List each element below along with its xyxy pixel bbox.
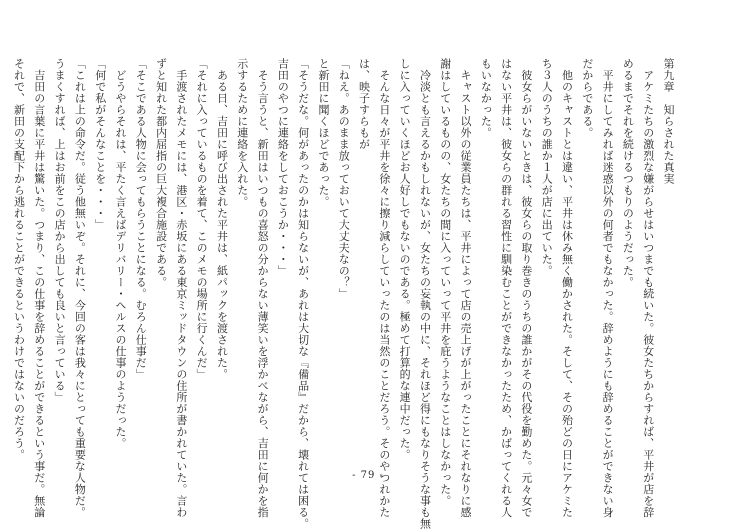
body-line: 吉田のやつに連絡をしておこうか・・・」	[276, 58, 290, 277]
page-number: - 79 -	[352, 470, 384, 481]
body-line: ある日、吉田に呼び出された平井は、紙パックを渡された。	[215, 58, 229, 380]
body-line: 手渡されたメモには、港区・赤坂にある東京ミッドタウンの住所が書かれていた。言わ	[174, 58, 188, 518]
body-line: ち３人のうちの誰か１人が店に出ていた。	[540, 58, 554, 277]
body-line: それで、新田の支配下から逃れることができるというわけではないのだろう。	[12, 58, 26, 461]
body-line: そんな日々が平井を徐々に擦り減らしていったのは当然のことだろう。そのやつれかた	[377, 58, 391, 518]
body-line: 彼女らがいないときは、彼女らの取り巻きのうちの誰かがその代役を勤めた。元々女で	[519, 58, 533, 518]
body-line: 「それに入っているものを着て、このメモの場所に行くんだ」	[195, 58, 209, 380]
body-line: 冷淡とも言えるかもしれないが、女たちの妄執の中に、それほど得にもなりそうな事も無	[418, 58, 432, 530]
body-line: うまくすれば、上はお前をこの店から出しても良いと言っている」	[53, 58, 67, 403]
body-line: めるまでそれを続けるつもりのようだった。	[621, 58, 635, 288]
body-line: 吉田の言葉に平井は驚いた。つまり、この仕事を辞めることができるという事だ。無論	[32, 58, 46, 518]
body-line: だからである。	[580, 58, 594, 139]
body-line: ずと知れた都内屈指の巨大複合施設である。	[154, 58, 168, 288]
body-line: 謝はしているものの、女たちの間に入っていって平井を庇うようなことはしなかった。	[438, 58, 452, 507]
body-line: 示するために連絡を入れた。	[235, 58, 249, 208]
body-line: と新田に聞くほどであった。	[316, 58, 330, 208]
body-line: は、映子すらもが	[357, 58, 371, 150]
body-line: しに入っていくほどお人好しでもないのである。極めて打算的な連中だった。	[398, 58, 412, 461]
body-line: 「そこである人物に会ってもらうことになる。むろん仕事だ」	[134, 58, 148, 380]
chapter-title: 第九章 知らされた真実	[662, 58, 675, 185]
body-line: そう言うと、新田はいつもの喜怒の分からない薄笑いを浮かべながら、吉田に何かを指	[256, 58, 270, 518]
body-line: キャスト以外の従業員たちは、平井によって店の売上げが上がったことにそれなりに感	[459, 58, 473, 518]
body-line: はない平井は、彼女らの群れる習性に馴染むことができなかったため、かばってくれる人	[499, 58, 513, 518]
body-line: 「何で私がそんなことを・・・」	[93, 58, 107, 231]
body-line: もいなかった。	[479, 58, 493, 139]
body-line: 「これは上の命令だ。従う他無いぞ。それに、今回の客は我々にとっても重要な人物だ。	[73, 58, 87, 518]
body-line: どうやらそれは、平たく言えばデリバリー・ヘルスの仕事のようだった。	[113, 58, 127, 449]
body-line: アケミたちの激烈な嫌がらせはいつまでも続いた。彼女たちからすれば、平井が店を辞	[641, 58, 655, 518]
body-line: 「そうだな。何があったのかは知らないが、あれは大切な『備品』だから、壊れては困る。	[296, 58, 310, 530]
body-line: 他のキャストとは違い、平井は休み無く働かされた。そして、その殆どの日にアケミた	[560, 58, 574, 518]
body-line: 平井にしてみれば迷惑以外の何者でもなかった。辞めようにも辞めることができない身	[601, 58, 615, 518]
body-line: 「ねえ。あのまま放っておいて大丈夫なの？」	[337, 58, 351, 300]
